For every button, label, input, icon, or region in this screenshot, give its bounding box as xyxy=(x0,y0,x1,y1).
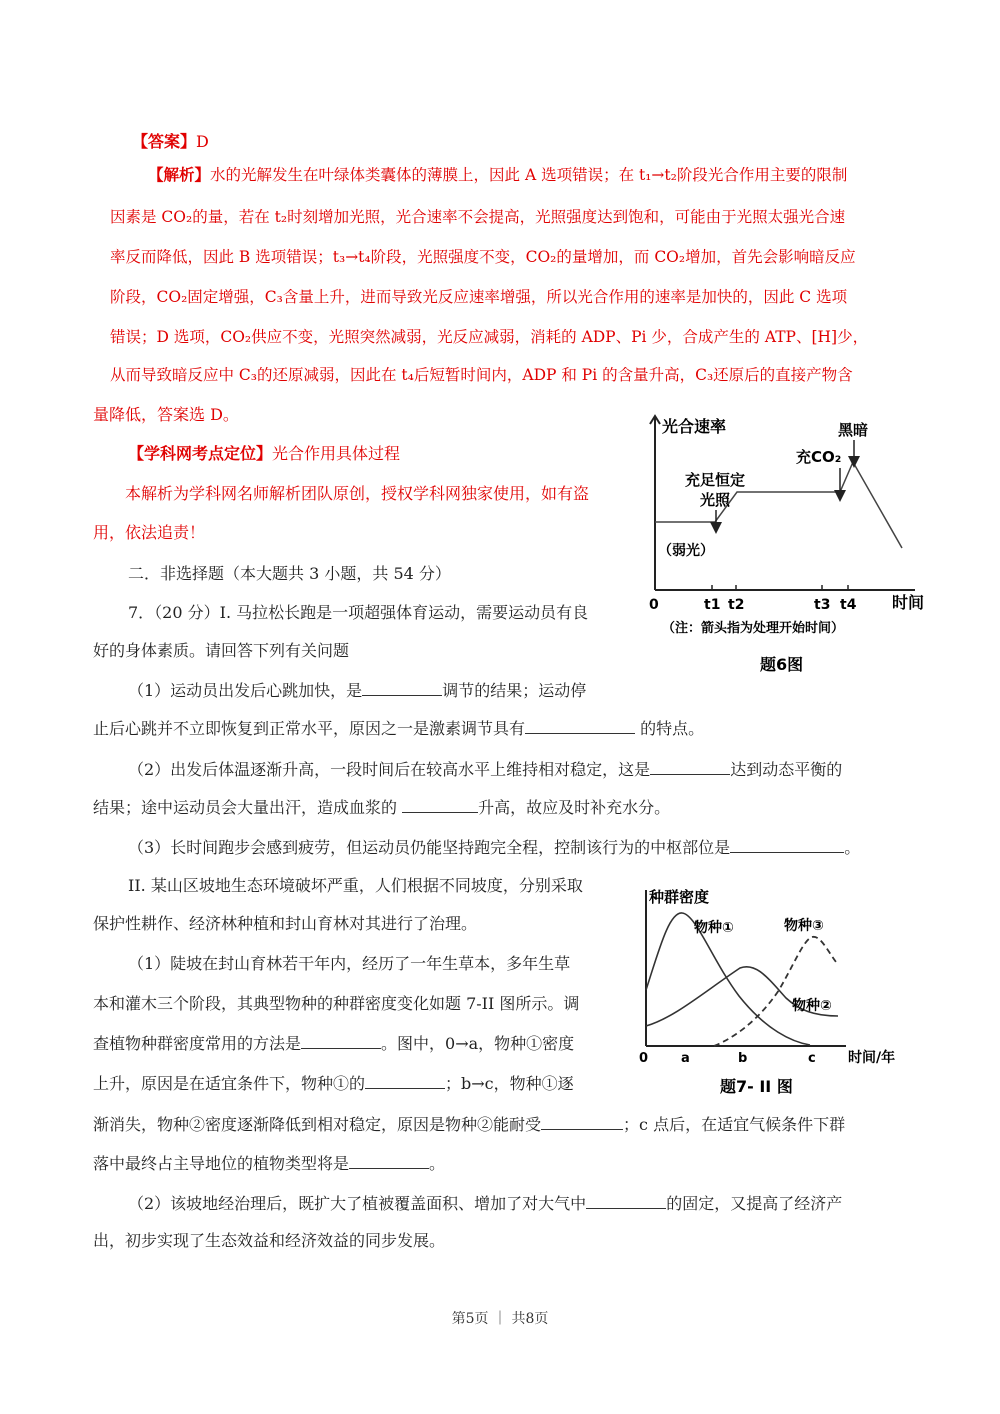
q7-p2-line1: （2）出发后体温逐渐升高，一段时间后在较高水平上维持相对稳定，这是 达到动态平衡的 xyxy=(128,760,843,779)
fig6-tick-t3: t3 xyxy=(814,597,831,613)
q7-s1-line1: （1）陡坡在封山育林若干年内，经历了一年生草本，多年生草 xyxy=(128,954,571,973)
page-footer: 第5页 ｜ 共8页 xyxy=(451,1311,549,1327)
section2-heading: 二．非选择题（本大题共 3 小题，共 54 分） xyxy=(128,564,451,583)
fig6-dark: 黑暗 xyxy=(838,421,869,439)
fig6-weak-light: （弱光） xyxy=(658,543,714,559)
analysis-label: 【解析】 xyxy=(148,165,211,184)
fig7-caption: 题7- II 图 xyxy=(720,1077,793,1096)
fig6-xlabel: 时间 xyxy=(892,593,925,612)
kaodian-label: 【学科网考点定位】 xyxy=(128,444,273,463)
q7-s1-line5: 渐消失，物种②密度逐渐降低到相对稳定，原因是物种②能耐受 ；c 点后，在适宜气候条件下群 xyxy=(93,1115,846,1134)
kaodian-line xyxy=(128,443,400,465)
q7-ii-line1: II. 某山区坡地生态环境破坏严重，人们根据不同坡度，分别采取 xyxy=(128,876,583,895)
q7-s1-line3: 查植物种群密度常用的方法是 。图中，0→a，物种①密度 xyxy=(93,1034,575,1053)
q7-s1-line2: 本和灌木三个阶段，其典型物种的种群密度变化如题 7-II 图所示。调 xyxy=(93,994,580,1013)
analysis-line-2: 因素是 CO₂的量，若在 t₂时刻增加光照，光合速率不会提高，光照强度达到饱和，可能由于光照太强光合速 xyxy=(110,208,846,226)
fig6-origin: 0 xyxy=(649,597,659,613)
answer-value: D xyxy=(196,132,209,151)
answer-blank[interactable] xyxy=(650,758,730,775)
fig6-tick-t1: t1 xyxy=(704,597,721,613)
fig6-tick-t4: t4 xyxy=(840,597,857,613)
fig7-xlabel: 时间/年 xyxy=(848,1050,896,1066)
fig6-tick-t2: t2 xyxy=(728,597,745,613)
answer-blank[interactable] xyxy=(541,1113,623,1130)
fig6-caption: 题6图 xyxy=(760,655,804,674)
answer-blank[interactable] xyxy=(730,836,844,853)
analysis-line-4: 阶段，CO₂固定增强，C₃含量上升，进而导致光反应速率增强，所以光合作用的速率是加快的，因此 C 选项 xyxy=(110,288,848,306)
fig6-strong-light-2: 光照 xyxy=(700,491,731,509)
analysis-line-7: 量降低，答案选 D。 xyxy=(93,405,239,424)
fig6-note: （注：箭头指为处理开始时间） xyxy=(662,621,845,636)
figure-7-ii xyxy=(634,880,924,1102)
fig7-tick-a: a xyxy=(681,1051,690,1066)
q7-ii-line2: 保护性耕作、经济林种植和封山育林对其进行了治理。 xyxy=(93,914,478,933)
answer-blank[interactable] xyxy=(365,1072,445,1089)
answer-blank[interactable] xyxy=(301,1032,381,1049)
q7-p1-line1: （1）运动员出发后心跳加快，是 调节的结果；运动停 xyxy=(128,681,587,700)
q7-intro-2: 好的身体素质。请回答下列有关问题 xyxy=(93,641,350,660)
analysis-line-1: 【解析】水的光解发生在叶绿体类囊体的薄膜上，因此 A 选项错误；在 t₁→t₂阶段光合作用主要的限制 xyxy=(148,165,848,184)
fig7-species2-curve xyxy=(646,967,838,1026)
fig6-strong-light-1: 充足恒定 xyxy=(685,471,746,489)
answer-blank[interactable] xyxy=(402,796,478,813)
answer-line xyxy=(132,131,209,153)
q7-s1-line6: 落中最终占主导地位的植物类型将是 。 xyxy=(93,1154,446,1173)
fig7-species2-label: 物种② xyxy=(792,998,832,1014)
fig7-tick-b: b xyxy=(738,1051,748,1066)
analysis-line-5: 错误；D 选项，CO₂供应不变，光照突然减弱，光反应减弱，消耗的 ADP、Pi 少，合成产生的 ATP、[H]少， xyxy=(110,328,869,346)
q7-s1-line4: 上升，原因是在适宜条件下，物种①的 ；b→c，物种①逐 xyxy=(93,1074,574,1093)
copyright-line-1: 本解析为学科网名师解析团队原创，授权学科网独家使用，如有盗 xyxy=(125,484,590,503)
figure-6 xyxy=(640,410,940,680)
answer-blank[interactable] xyxy=(525,717,635,734)
answer-label: 【答案】 xyxy=(132,132,197,151)
q7-s2-line1: （2）该坡地经治理后，既扩大了植被覆盖面积、增加了对大气中 的固定，又提高了经济产 xyxy=(128,1194,843,1213)
analysis-line-6: 从而导致暗反应中 C₃的还原减弱，因此在 t₄后短暂时间内，ADP 和 Pi 的含量升高，C₃还原后的直接产物含 xyxy=(110,366,853,384)
analysis-line-3: 率反而降低，因此 B 选项错误；t₃→t₄阶段，光照强度不变，CO₂的量增加，而 CO₂增加，首先会影响暗反应 xyxy=(110,248,856,266)
fig7-species1-label: 物种① xyxy=(694,920,734,936)
fig7-species3-label: 物种③ xyxy=(784,918,824,934)
copyright-line-2: 用，依法追责！ xyxy=(93,523,206,542)
q7-p3-line: （3）长时间跑步会感到疲劳，但运动员仍能坚持跑完全程，控制该行为的中枢部位是 。 xyxy=(128,838,861,857)
fig7-ylabel: 种群密度 xyxy=(649,888,710,906)
answer-blank[interactable] xyxy=(586,1192,666,1209)
fig7-origin: 0 xyxy=(639,1051,649,1066)
fig7-tick-c: c xyxy=(808,1051,816,1066)
fig6-co2: 充CO₂ xyxy=(796,448,842,466)
answer-blank[interactable] xyxy=(349,1152,429,1169)
kaodian-value: 光合作用具体过程 xyxy=(272,444,401,463)
q7-intro-1: 7．（20 分）I. 马拉松长跑是一项超强体育运动，需要运动员有良 xyxy=(128,603,589,622)
answer-blank[interactable] xyxy=(362,679,442,696)
q7-p1-line2: 止后心跳并不立即恢复到正常水平，原因之一是激素调节具有 的特点。 xyxy=(93,719,705,738)
fig6-ylabel: 光合速率 xyxy=(662,417,727,436)
q7-s2-line2: 出，初步实现了生态效益和经济效益的同步发展。 xyxy=(93,1231,446,1250)
q7-p2-line2: 结果；途中运动员会大量出汗，造成血浆的 升高，故应及时补充水分。 xyxy=(93,798,671,817)
